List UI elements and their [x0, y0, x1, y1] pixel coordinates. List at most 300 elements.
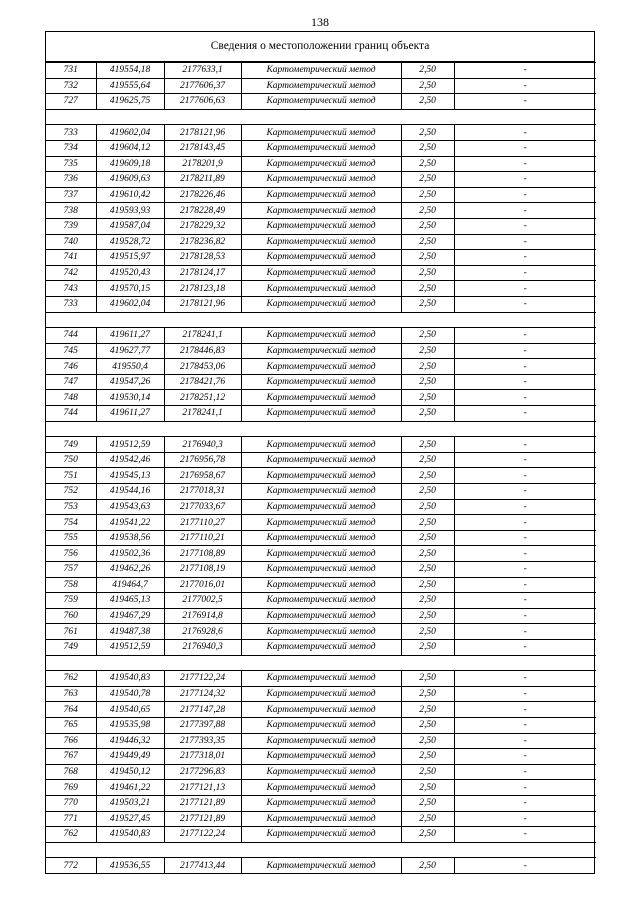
group-separator — [46, 421, 596, 437]
coordinate-y-cell: 2177606,37 — [164, 78, 241, 94]
coordinate-x-cell: 419540,65 — [96, 702, 164, 718]
coordinate-y-cell: 2178251,12 — [164, 390, 241, 406]
description-cell: - — [454, 608, 596, 624]
description-cell: - — [454, 296, 596, 312]
point-number-cell: 758 — [46, 577, 96, 593]
point-number-cell: 765 — [46, 717, 96, 733]
description-cell: - — [454, 187, 596, 203]
point-number-cell: 739 — [46, 218, 96, 234]
description-cell: - — [454, 749, 596, 765]
coordinate-y-cell: 2178241,1 — [164, 406, 241, 422]
coordinate-y-cell: 2177413,44 — [164, 858, 241, 873]
method-cell: Картометрический метод — [241, 702, 401, 718]
table-row — [46, 78, 596, 94]
point-number-cell: 741 — [46, 250, 96, 266]
coordinate-x-cell: 419528,72 — [96, 234, 164, 250]
point-number-cell: 743 — [46, 281, 96, 297]
method-cell: Картометрический метод — [241, 639, 401, 655]
description-cell: - — [454, 562, 596, 578]
point-number-cell: 761 — [46, 624, 96, 640]
method-cell: Картометрический метод — [241, 686, 401, 702]
coordinate-x-cell: 419512,59 — [96, 437, 164, 453]
table-row — [46, 218, 596, 234]
table-row — [46, 686, 596, 702]
coordinate-x-cell: 419450,12 — [96, 764, 164, 780]
coordinate-y-cell: 2178211,89 — [164, 172, 241, 188]
point-number-cell: 770 — [46, 795, 96, 811]
coordinate-x-cell: 419449,49 — [96, 749, 164, 765]
description-cell: - — [454, 671, 596, 687]
point-number-cell: 745 — [46, 343, 96, 359]
coordinate-x-cell: 419503,21 — [96, 795, 164, 811]
coordinate-x-cell: 419609,63 — [96, 172, 164, 188]
method-cell: Картометрический метод — [241, 234, 401, 250]
description-cell: - — [454, 265, 596, 281]
accuracy-cell: 2,50 — [401, 639, 454, 655]
coordinate-x-cell: 419611,27 — [96, 328, 164, 344]
point-number-cell: 740 — [46, 234, 96, 250]
description-cell: - — [454, 827, 596, 843]
table-row — [46, 780, 596, 796]
accuracy-cell: 2,50 — [401, 343, 454, 359]
table-row — [46, 733, 596, 749]
accuracy-cell: 2,50 — [401, 250, 454, 266]
accuracy-cell: 2,50 — [401, 172, 454, 188]
table-row — [46, 296, 596, 312]
description-cell: - — [454, 858, 596, 873]
coordinate-y-cell: 2177018,31 — [164, 484, 241, 500]
coordinates-table-body — [46, 63, 596, 873]
table-row — [46, 749, 596, 765]
method-cell: Картометрический метод — [241, 624, 401, 640]
coordinate-x-cell: 419609,18 — [96, 156, 164, 172]
description-cell: - — [454, 390, 596, 406]
coordinate-x-cell: 419610,42 — [96, 187, 164, 203]
coordinate-y-cell: 2177002,5 — [164, 593, 241, 609]
point-number-cell: 747 — [46, 374, 96, 390]
description-cell: - — [454, 577, 596, 593]
accuracy-cell: 2,50 — [401, 795, 454, 811]
description-cell: - — [454, 94, 596, 110]
method-cell: Картометрический метод — [241, 577, 401, 593]
table-row — [46, 250, 596, 266]
point-number-cell: 752 — [46, 484, 96, 500]
accuracy-cell: 2,50 — [401, 827, 454, 843]
point-number-cell: 731 — [46, 63, 96, 79]
method-cell: Картометрический метод — [241, 452, 401, 468]
accuracy-cell: 2,50 — [401, 593, 454, 609]
method-cell: Картометрический метод — [241, 484, 401, 500]
accuracy-cell: 2,50 — [401, 140, 454, 156]
table-row — [46, 452, 596, 468]
method-cell: Картометрический метод — [241, 328, 401, 344]
coordinate-y-cell: 2177110,27 — [164, 515, 241, 531]
accuracy-cell: 2,50 — [401, 686, 454, 702]
coordinate-x-cell: 419602,04 — [96, 296, 164, 312]
description-cell: - — [454, 172, 596, 188]
coordinate-y-cell: 2176956,78 — [164, 452, 241, 468]
coordinate-x-cell: 419541,22 — [96, 515, 164, 531]
table-row — [46, 608, 596, 624]
description-cell: - — [454, 250, 596, 266]
coordinate-y-cell: 2178241,1 — [164, 328, 241, 344]
accuracy-cell: 2,50 — [401, 811, 454, 827]
method-cell: Картометрический метод — [241, 562, 401, 578]
table-row — [46, 374, 596, 390]
accuracy-cell: 2,50 — [401, 624, 454, 640]
description-cell: - — [454, 140, 596, 156]
coordinate-x-cell: 419593,93 — [96, 203, 164, 219]
method-cell: Картометрический метод — [241, 749, 401, 765]
coordinate-y-cell: 2178128,53 — [164, 250, 241, 266]
table-row — [46, 94, 596, 110]
coordinate-y-cell: 2178123,18 — [164, 281, 241, 297]
method-cell: Картометрический метод — [241, 858, 401, 873]
coordinate-x-cell: 419467,29 — [96, 608, 164, 624]
method-cell: Картометрический метод — [241, 390, 401, 406]
point-number-cell: 756 — [46, 546, 96, 562]
coordinate-x-cell: 419462,26 — [96, 562, 164, 578]
coordinate-x-cell: 419515,97 — [96, 250, 164, 266]
coordinate-y-cell: 2177033,67 — [164, 499, 241, 515]
coordinate-x-cell: 419570,15 — [96, 281, 164, 297]
coordinate-x-cell: 419554,18 — [96, 63, 164, 79]
accuracy-cell: 2,50 — [401, 780, 454, 796]
description-cell: - — [454, 593, 596, 609]
description-cell: - — [454, 530, 596, 546]
description-cell: - — [454, 406, 596, 422]
point-number-cell: 769 — [46, 780, 96, 796]
coordinate-x-cell: 419538,56 — [96, 530, 164, 546]
method-cell: Картометрический метод — [241, 795, 401, 811]
coordinate-y-cell: 2176940,3 — [164, 437, 241, 453]
description-cell: - — [454, 218, 596, 234]
coordinate-x-cell: 419464,7 — [96, 577, 164, 593]
coordinate-x-cell: 419611,27 — [96, 406, 164, 422]
description-cell: - — [454, 795, 596, 811]
accuracy-cell: 2,50 — [401, 577, 454, 593]
description-cell: - — [454, 359, 596, 375]
description-cell: - — [454, 624, 596, 640]
coordinate-x-cell: 419542,46 — [96, 452, 164, 468]
table-row — [46, 764, 596, 780]
method-cell: Картометрический метод — [241, 281, 401, 297]
table-row — [46, 499, 596, 515]
accuracy-cell: 2,50 — [401, 265, 454, 281]
coordinate-x-cell: 419540,83 — [96, 671, 164, 687]
accuracy-cell: 2,50 — [401, 530, 454, 546]
accuracy-cell: 2,50 — [401, 764, 454, 780]
point-number-cell: 733 — [46, 125, 96, 141]
description-cell: - — [454, 156, 596, 172]
accuracy-cell: 2,50 — [401, 499, 454, 515]
table-title: Сведения о местоположении границ объекта — [46, 32, 594, 62]
coordinate-y-cell: 2177108,19 — [164, 562, 241, 578]
table-row — [46, 406, 596, 422]
description-cell: - — [454, 702, 596, 718]
point-number-cell: 757 — [46, 562, 96, 578]
accuracy-cell: 2,50 — [401, 234, 454, 250]
point-number-cell: 744 — [46, 328, 96, 344]
description-cell: - — [454, 78, 596, 94]
table-row — [46, 156, 596, 172]
method-cell: Картометрический метод — [241, 140, 401, 156]
accuracy-cell: 2,50 — [401, 296, 454, 312]
description-cell: - — [454, 468, 596, 484]
point-number-cell: 738 — [46, 203, 96, 219]
coordinate-y-cell: 2177121,89 — [164, 811, 241, 827]
coordinate-y-cell: 2178446,83 — [164, 343, 241, 359]
coordinate-y-cell: 2178121,96 — [164, 125, 241, 141]
coordinate-x-cell: 419602,04 — [96, 125, 164, 141]
method-cell: Картометрический метод — [241, 187, 401, 203]
method-cell: Картометрический метод — [241, 125, 401, 141]
point-number-cell: 733 — [46, 296, 96, 312]
coordinate-y-cell: 2178226,46 — [164, 187, 241, 203]
accuracy-cell: 2,50 — [401, 187, 454, 203]
method-cell: Картометрический метод — [241, 764, 401, 780]
table-row — [46, 172, 596, 188]
accuracy-cell: 2,50 — [401, 78, 454, 94]
description-cell: - — [454, 203, 596, 219]
boundary-table-sheet — [45, 31, 595, 874]
point-number-cell: 762 — [46, 671, 96, 687]
accuracy-cell: 2,50 — [401, 94, 454, 110]
coordinate-x-cell: 419461,22 — [96, 780, 164, 796]
accuracy-cell: 2,50 — [401, 125, 454, 141]
coordinate-x-cell: 419555,64 — [96, 78, 164, 94]
coordinate-x-cell: 419536,55 — [96, 858, 164, 873]
coordinate-y-cell: 2178124,17 — [164, 265, 241, 281]
point-number-cell: 749 — [46, 639, 96, 655]
method-cell: Картометрический метод — [241, 265, 401, 281]
description-cell: - — [454, 125, 596, 141]
coordinate-y-cell: 2177121,89 — [164, 795, 241, 811]
point-number-cell: 762 — [46, 827, 96, 843]
accuracy-cell: 2,50 — [401, 858, 454, 873]
point-number-cell: 744 — [46, 406, 96, 422]
accuracy-cell: 2,50 — [401, 452, 454, 468]
description-cell: - — [454, 63, 596, 79]
table-row — [46, 484, 596, 500]
coordinate-y-cell: 2177121,13 — [164, 780, 241, 796]
method-cell: Картометрический метод — [241, 827, 401, 843]
method-cell: Картометрический метод — [241, 499, 401, 515]
point-number-cell: 755 — [46, 530, 96, 546]
coordinate-y-cell: 2177606,63 — [164, 94, 241, 110]
coordinate-x-cell: 419512,59 — [96, 639, 164, 655]
description-cell: - — [454, 281, 596, 297]
accuracy-cell: 2,50 — [401, 702, 454, 718]
description-cell: - — [454, 546, 596, 562]
accuracy-cell: 2,50 — [401, 203, 454, 219]
coordinate-y-cell: 2176928,6 — [164, 624, 241, 640]
point-number-cell: 768 — [46, 764, 96, 780]
table-row — [46, 359, 596, 375]
group-separator — [46, 655, 596, 671]
point-number-cell: 746 — [46, 359, 96, 375]
coordinate-y-cell: 2177122,24 — [164, 671, 241, 687]
coordinate-x-cell: 419446,32 — [96, 733, 164, 749]
table-row — [46, 702, 596, 718]
method-cell: Картометрический метод — [241, 250, 401, 266]
coordinate-y-cell: 2177147,28 — [164, 702, 241, 718]
accuracy-cell: 2,50 — [401, 749, 454, 765]
method-cell: Картометрический метод — [241, 218, 401, 234]
coordinate-x-cell: 419625,75 — [96, 94, 164, 110]
table-row — [46, 671, 596, 687]
table-row — [46, 515, 596, 531]
point-number-cell: 759 — [46, 593, 96, 609]
coordinates-table — [46, 62, 596, 873]
description-cell: - — [454, 499, 596, 515]
coordinate-x-cell: 419502,36 — [96, 546, 164, 562]
accuracy-cell: 2,50 — [401, 484, 454, 500]
accuracy-cell: 2,50 — [401, 359, 454, 375]
description-cell: - — [454, 437, 596, 453]
table-row — [46, 63, 596, 79]
coordinate-y-cell: 2178421,76 — [164, 374, 241, 390]
accuracy-cell: 2,50 — [401, 218, 454, 234]
coordinate-x-cell: 419465,13 — [96, 593, 164, 609]
coordinate-x-cell: 419520,43 — [96, 265, 164, 281]
description-cell: - — [454, 686, 596, 702]
table-row — [46, 811, 596, 827]
table-row — [46, 827, 596, 843]
table-row — [46, 140, 596, 156]
method-cell: Картометрический метод — [241, 359, 401, 375]
point-number-cell: 735 — [46, 156, 96, 172]
accuracy-cell: 2,50 — [401, 733, 454, 749]
table-row — [46, 187, 596, 203]
method-cell: Картометрический метод — [241, 733, 401, 749]
description-cell: - — [454, 452, 596, 468]
accuracy-cell: 2,50 — [401, 468, 454, 484]
point-number-cell: 754 — [46, 515, 96, 531]
coordinate-y-cell: 2177633,1 — [164, 63, 241, 79]
coordinate-x-cell: 419545,13 — [96, 468, 164, 484]
table-row — [46, 125, 596, 141]
coordinate-x-cell: 419540,78 — [96, 686, 164, 702]
method-cell: Картометрический метод — [241, 63, 401, 79]
method-cell: Картометрический метод — [241, 780, 401, 796]
table-row — [46, 717, 596, 733]
method-cell: Картометрический метод — [241, 515, 401, 531]
description-cell: - — [454, 780, 596, 796]
method-cell: Картометрический метод — [241, 78, 401, 94]
coordinate-x-cell: 419527,45 — [96, 811, 164, 827]
table-row — [46, 795, 596, 811]
table-row — [46, 437, 596, 453]
coordinate-y-cell: 2177122,24 — [164, 827, 241, 843]
method-cell: Картометрический метод — [241, 608, 401, 624]
coordinate-y-cell: 2178121,96 — [164, 296, 241, 312]
point-number-cell: 763 — [46, 686, 96, 702]
accuracy-cell: 2,50 — [401, 406, 454, 422]
point-number-cell: 767 — [46, 749, 96, 765]
coordinate-x-cell: 419547,26 — [96, 374, 164, 390]
point-number-cell: 736 — [46, 172, 96, 188]
description-cell: - — [454, 484, 596, 500]
coordinate-x-cell: 419543,63 — [96, 499, 164, 515]
coordinate-x-cell: 419487,38 — [96, 624, 164, 640]
method-cell: Картометрический метод — [241, 94, 401, 110]
description-cell: - — [454, 374, 596, 390]
point-number-cell: 753 — [46, 499, 96, 515]
point-number-cell: 764 — [46, 702, 96, 718]
coordinate-y-cell: 2177318,01 — [164, 749, 241, 765]
description-cell: - — [454, 343, 596, 359]
table-row — [46, 577, 596, 593]
description-cell: - — [454, 811, 596, 827]
table-row — [46, 281, 596, 297]
point-number-cell: 766 — [46, 733, 96, 749]
coordinate-y-cell: 2176914,8 — [164, 608, 241, 624]
table-row — [46, 468, 596, 484]
accuracy-cell: 2,50 — [401, 281, 454, 297]
description-cell: - — [454, 515, 596, 531]
coordinate-y-cell: 2177397,88 — [164, 717, 241, 733]
coordinate-x-cell: 419530,14 — [96, 390, 164, 406]
coordinate-x-cell: 419627,77 — [96, 343, 164, 359]
coordinate-y-cell: 2177296,83 — [164, 764, 241, 780]
coordinate-x-cell: 419544,16 — [96, 484, 164, 500]
point-number-cell: 751 — [46, 468, 96, 484]
accuracy-cell: 2,50 — [401, 156, 454, 172]
point-number-cell: 742 — [46, 265, 96, 281]
method-cell: Картометрический метод — [241, 468, 401, 484]
point-number-cell: 750 — [46, 452, 96, 468]
coordinate-x-cell: 419540,83 — [96, 827, 164, 843]
accuracy-cell: 2,50 — [401, 608, 454, 624]
method-cell: Картометрический метод — [241, 530, 401, 546]
table-row — [46, 562, 596, 578]
accuracy-cell: 2,50 — [401, 374, 454, 390]
table-row — [46, 593, 596, 609]
method-cell: Картометрический метод — [241, 156, 401, 172]
coordinate-y-cell: 2177108,89 — [164, 546, 241, 562]
table-row — [46, 234, 596, 250]
table-row — [46, 546, 596, 562]
group-separator — [46, 842, 596, 858]
point-number-cell: 749 — [46, 437, 96, 453]
coordinate-y-cell: 2178201,9 — [164, 156, 241, 172]
method-cell: Картометрический метод — [241, 203, 401, 219]
point-number-cell: 771 — [46, 811, 96, 827]
coordinate-y-cell: 2178143,45 — [164, 140, 241, 156]
method-cell: Картометрический метод — [241, 437, 401, 453]
method-cell: Картометрический метод — [241, 546, 401, 562]
description-cell: - — [454, 717, 596, 733]
accuracy-cell: 2,50 — [401, 717, 454, 733]
coordinate-y-cell: 2176940,3 — [164, 639, 241, 655]
description-cell: - — [454, 764, 596, 780]
coordinate-y-cell: 2176958,67 — [164, 468, 241, 484]
coordinate-y-cell: 2178236,82 — [164, 234, 241, 250]
table-row — [46, 343, 596, 359]
accuracy-cell: 2,50 — [401, 562, 454, 578]
method-cell: Картометрический метод — [241, 811, 401, 827]
coordinate-y-cell: 2177110,21 — [164, 530, 241, 546]
accuracy-cell: 2,50 — [401, 63, 454, 79]
coordinate-x-cell: 419535,98 — [96, 717, 164, 733]
group-separator — [46, 312, 596, 328]
table-row — [46, 624, 596, 640]
description-cell: - — [454, 639, 596, 655]
table-row — [46, 530, 596, 546]
coordinate-y-cell: 2178229,32 — [164, 218, 241, 234]
coordinate-y-cell: 2178453,06 — [164, 359, 241, 375]
